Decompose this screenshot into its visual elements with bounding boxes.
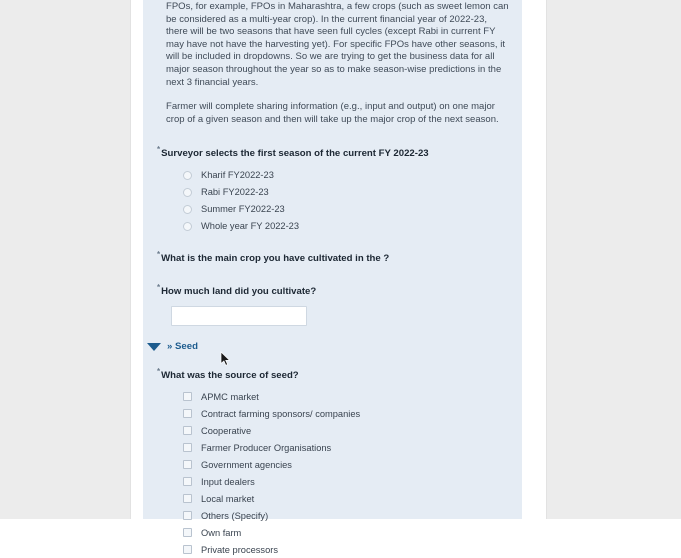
radio-option-whole-year[interactable] (157, 218, 511, 235)
question-season (143, 146, 522, 234)
page-gutter-right (522, 0, 545, 519)
land-area-input[interactable] (171, 306, 307, 326)
checkbox-icon[interactable] (183, 545, 192, 554)
question-land (143, 284, 522, 298)
radio-icon[interactable] (183, 171, 192, 180)
checkbox-option-contract-farming[interactable] (157, 405, 511, 422)
radio-option-kharif[interactable] (157, 167, 511, 184)
radio-option-summer[interactable] (157, 201, 511, 218)
question-main-crop-label-text: What is the main crop you have cultivated in the ? (161, 252, 390, 264)
checkbox-icon[interactable] (183, 528, 192, 537)
question-seed-source-label (157, 368, 511, 382)
intro-text-block (143, 0, 522, 126)
survey-form-content (143, 0, 522, 558)
intro-paragraph-1: FPOs, for example, FPOs in Maharashtra, a few crops (such as sweet lemon can be considered as a multi-year crop). In the current financial year of 2022-23, there will be two seasons that have seen full cycles (except Rabi in current FY may have not have the harvesting yet). For specific FPOs have other seasons, it will be included in dropdowns. So we are trying to get the business data for all major season throughout the year so as to make season-wise predictions in the next 3 financial years. (166, 1, 509, 88)
question-season-label-text: Surveyor selects the first season of the current FY 2022-23 (161, 148, 429, 160)
checkbox-option-fpo[interactable] (157, 439, 511, 456)
checkbox-option-cooperative[interactable] (157, 422, 511, 439)
checkbox-option-others[interactable] (157, 507, 511, 524)
survey-form-panel (143, 0, 522, 555)
checkbox-icon[interactable] (183, 460, 192, 469)
question-seed-source (143, 368, 522, 558)
checkbox-icon[interactable] (183, 477, 192, 486)
checkbox-option-label: Private processors (201, 544, 278, 555)
land-input-wrapper (143, 306, 522, 326)
checkbox-option-label: Farmer Producer Organisations (201, 442, 332, 453)
checkbox-icon[interactable] (183, 392, 192, 401)
radio-option-rabi[interactable] (157, 184, 511, 201)
checkbox-icon[interactable] (183, 426, 192, 435)
seed-source-option-list (157, 388, 511, 558)
checkbox-option-input-dealers[interactable] (157, 473, 511, 490)
required-asterisk: * (157, 366, 161, 376)
checkbox-option-label: Cooperative (201, 425, 252, 436)
question-main-crop (143, 251, 522, 265)
question-seed-source-label-text: What was the source of seed? (161, 370, 299, 382)
page-chrome-left (0, 0, 131, 519)
checkbox-option-label: Contract farming sponsors/ companies (201, 408, 361, 419)
checkbox-option-label: Others (Specify) (201, 510, 269, 521)
question-land-label (157, 284, 511, 298)
season-option-list (157, 167, 511, 235)
checkbox-option-apmc-market[interactable] (157, 388, 511, 405)
checkbox-option-label: Local market (201, 493, 255, 504)
checkbox-icon[interactable] (183, 511, 192, 520)
checkbox-icon[interactable] (183, 409, 192, 418)
checkbox-option-own-farm[interactable] (157, 524, 511, 541)
checkbox-option-local-market[interactable] (157, 490, 511, 507)
radio-option-label: Whole year FY 2022-23 (201, 221, 300, 232)
required-asterisk: * (157, 282, 161, 292)
intro-paragraph-2: Farmer will complete sharing information (e.g., input and output) on one major crop of a given season and then will take up the major crop of the next season. (166, 101, 499, 125)
checkbox-icon[interactable] (183, 443, 192, 452)
section-header-seed[interactable] (143, 339, 522, 355)
section-header-seed-label: » Seed (167, 340, 198, 352)
radio-icon[interactable] (183, 188, 192, 197)
checkbox-icon[interactable] (183, 494, 192, 503)
radio-icon[interactable] (183, 222, 192, 231)
question-season-label (157, 146, 511, 160)
required-asterisk: * (157, 249, 161, 259)
checkbox-option-government-agencies[interactable] (157, 456, 511, 473)
checkbox-option-label: APMC market (201, 391, 259, 402)
radio-option-label: Kharif FY2022-23 (201, 170, 274, 181)
question-main-crop-label (157, 251, 511, 265)
checkbox-option-label: Own farm (201, 527, 242, 538)
page-gutter-left (131, 0, 143, 519)
radio-option-label: Rabi FY2022-23 (201, 187, 269, 198)
page-chrome-right (546, 0, 681, 519)
required-asterisk: * (157, 145, 161, 155)
radio-icon[interactable] (183, 205, 192, 214)
checkbox-option-private-processors[interactable] (157, 541, 511, 558)
checkbox-option-label: Input dealers (201, 476, 255, 487)
checkbox-option-label: Government agencies (201, 459, 292, 470)
question-land-label-text: How much land did you cultivate? (161, 285, 317, 297)
chevron-down-icon[interactable] (147, 343, 161, 351)
radio-option-label: Summer FY2022-23 (201, 204, 285, 215)
